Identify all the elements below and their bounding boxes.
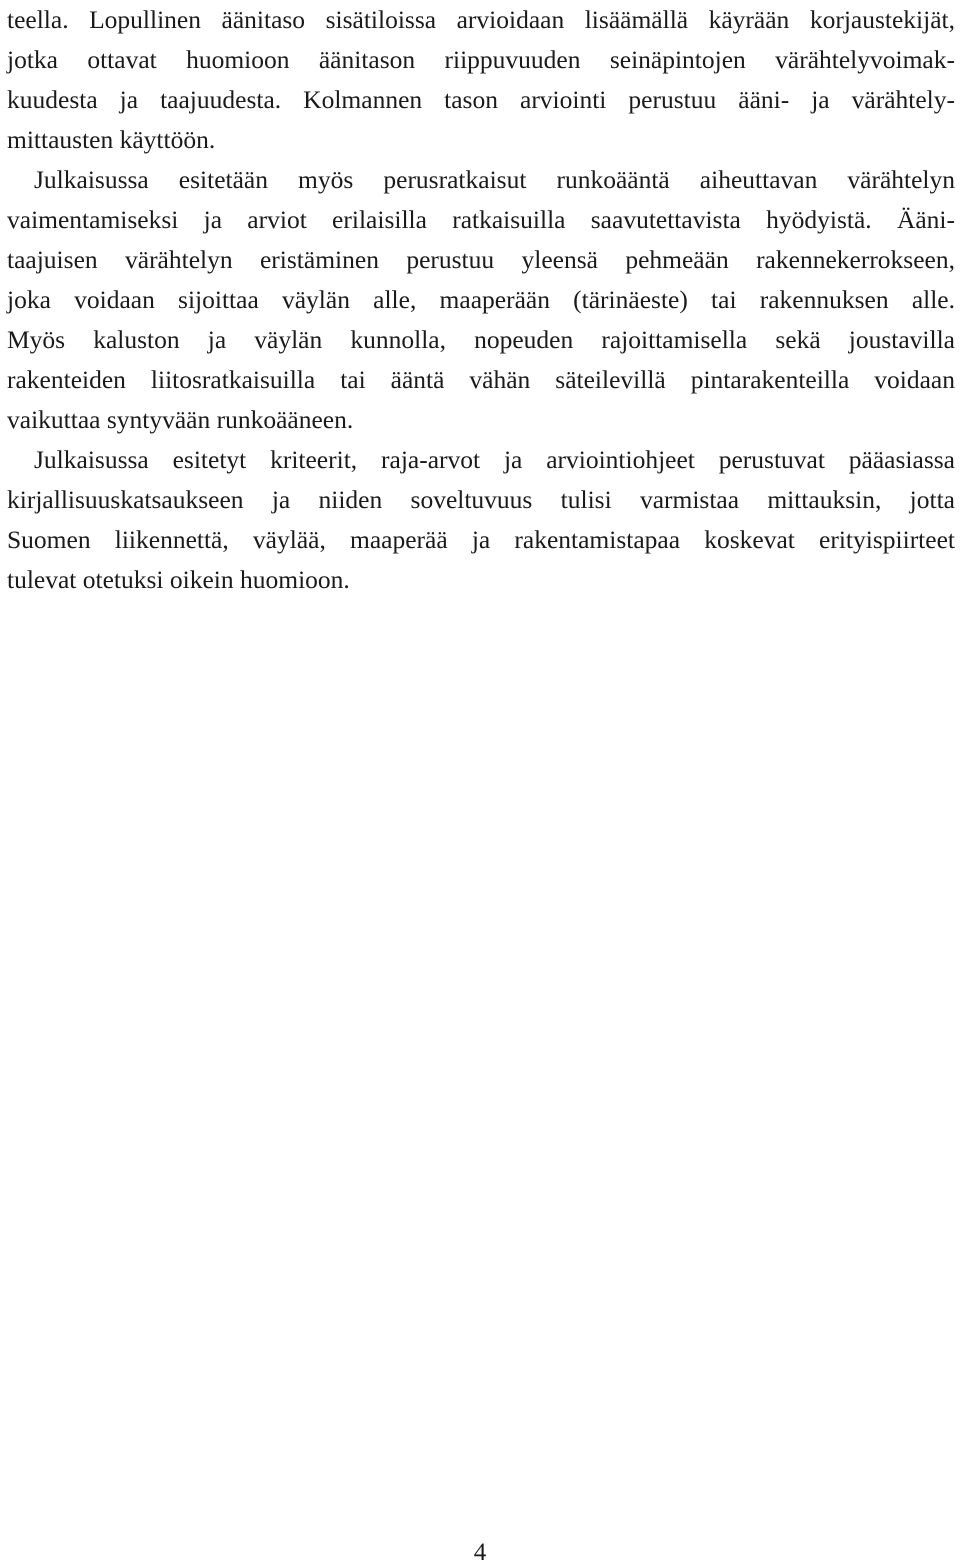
text-line: Julkaisussa esitetään myös perusratkaisut runkoääntä aiheuttavan värähtelyn — [34, 165, 955, 194]
text-line: Julkaisussa esitetyt kriteerit, raja-arvot ja arviointiohjeet perustuvat pääasiassa — [34, 445, 955, 474]
text-line: joka voidaan sijoittaa väylän alle, maaperään (tärinäeste) tai rakennuksen alle. — [7, 285, 955, 314]
text-line: mittausten käyttöön. — [7, 125, 216, 154]
text-line: vaimentamiseksi ja arviot erilaisilla ratkaisuilla saavutettavista hyödyistä. Ääni- — [7, 205, 955, 234]
text-line: vaikuttaa syntyvään runkoääneen. — [7, 405, 354, 434]
text-line: taajuisen värähtelyn eristäminen perustuu yleensä pehmeään rakennekerrokseen, — [7, 245, 955, 274]
paragraph-1 — [7, 0, 955, 160]
paragraph-3 — [7, 440, 955, 600]
page-number: 4 — [473, 1539, 487, 1566]
text-line: teella. Lopullinen äänitaso sisätiloissa arvioidaan lisäämällä käyrään korjaustekijät, — [7, 5, 955, 34]
text-line: jotka ottavat huomioon äänitason riippuvuuden seinäpintojen värähtelyvoimak- — [7, 45, 955, 74]
text-line: tulevat otetuksi oikein huomioon. — [7, 565, 350, 594]
text-line: kirjallisuuskatsaukseen ja niiden soveltuvuus tulisi varmistaa mittauksin, jotta — [7, 485, 955, 514]
text-line: kuudesta ja taajuudesta. Kolmannen tason arviointi perustuu ääni- ja värähtely- — [7, 85, 955, 114]
text-line: Myös kaluston ja väylän kunnolla, nopeuden rajoittamisella sekä joustavilla — [7, 325, 955, 354]
text-body — [7, 0, 955, 600]
paragraph-2 — [7, 160, 955, 440]
text-line: rakenteiden liitosratkaisuilla tai ääntä vähän säteilevillä pintarakenteilla voidaan — [7, 365, 955, 394]
text-line: Suomen liikennettä, väylää, maaperää ja rakentamistapaa koskevat erityispiirteet — [7, 525, 955, 554]
